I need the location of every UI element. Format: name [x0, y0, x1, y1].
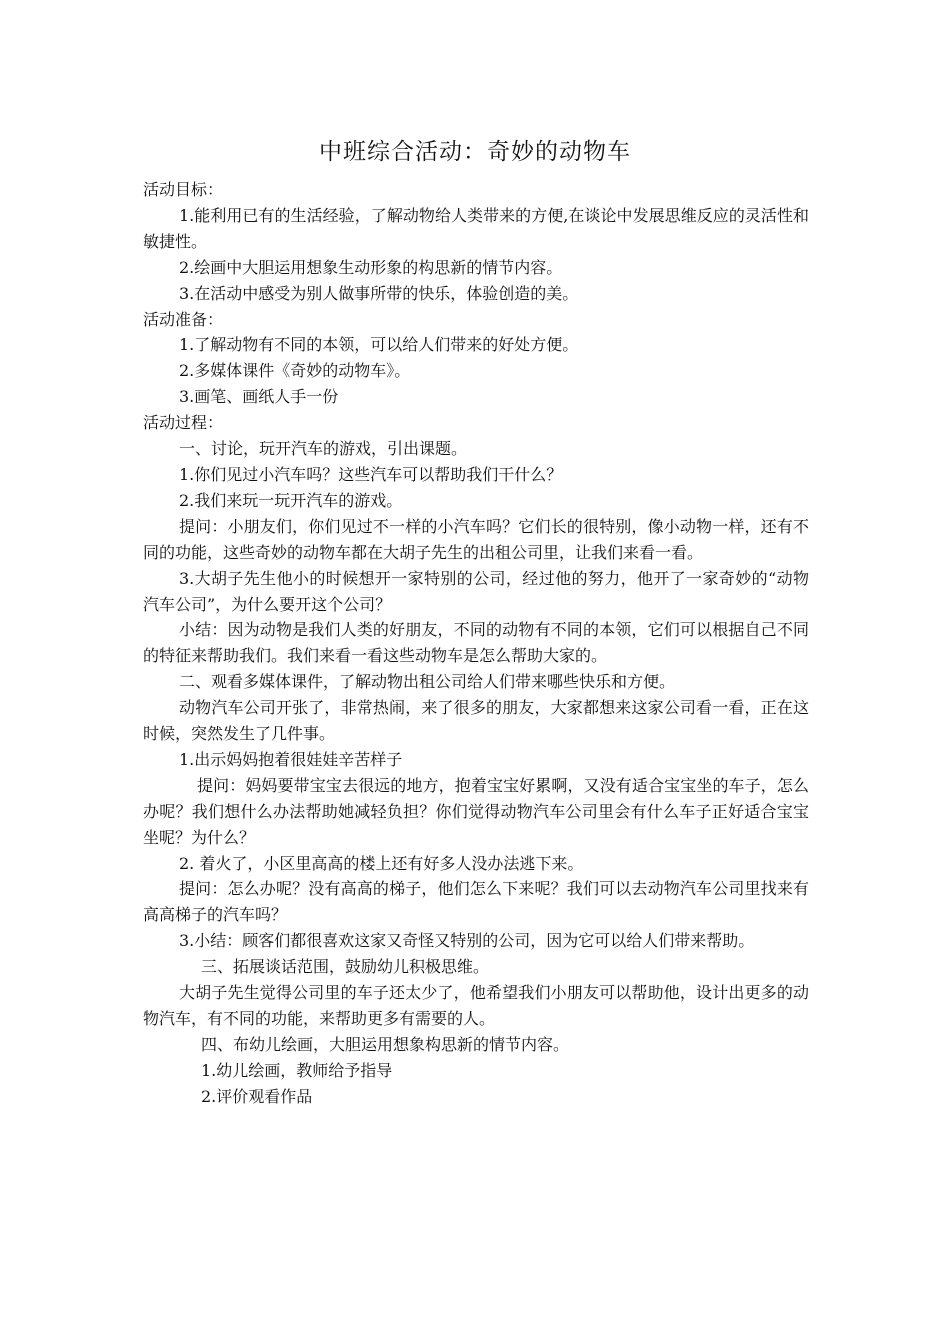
preparation-item: 1.了解动物有不同的本领，可以给人们带来的好处方便。 [179, 335, 579, 355]
document-body [143, 177, 809, 1110]
process-paragraph: 提问：怎么办呢？没有高高的梯子，他们怎么下来呢？我们可以去动物汽车公司里找来有高高梯子的汽车吗？ [143, 879, 809, 925]
process-section-heading: 三、拓展谈话范围，鼓励幼儿积极思维。 [201, 957, 490, 977]
process-paragraph: 1.你们见过小汽车吗？这些汽车可以帮助我们干什么？ [179, 464, 563, 484]
process-paragraph: 2. 着火了，小区里高高的楼上还有好多人没办法逃下来。 [179, 853, 584, 873]
process-section-heading: 二、观看多媒体课件，了解动物出租公司给人们带来哪些快乐和方便。 [179, 672, 676, 692]
goal-item: 2.绘画中大胆运用想象生动形象的构思新的情节内容。 [179, 257, 563, 277]
goal-item: 3.在活动中感受为别人做事所带的快乐，体验创造的美。 [179, 283, 579, 303]
process-paragraph: 2.我们来玩一玩开汽车的游戏。 [179, 490, 403, 510]
preparation-item: 2.多媒体课件《奇妙的动物车》。 [179, 361, 411, 381]
process-paragraph: 提问：小朋友们，你们见过不一样的小汽车吗？它们长的很特别，像小动物一样，还有不同的功能，这些奇妙的动物车都在大胡子先生的出租公司里，让我们来看一看。 [143, 516, 809, 562]
process-paragraph: 3.大胡子先生他小的时候想开一家特别的公司，经过他的努力，他开了一家奇妙的“动物汽车公司”，为什么要开这个公司？ [143, 568, 809, 614]
process-paragraph: 3.小结：顾客们都很喜欢这家又奇怪又特别的公司，因为它可以给人们带来帮助。 [179, 931, 755, 951]
process-paragraph: 2.评价观看作品 [201, 1086, 313, 1106]
process-section-heading: 四、布幼儿绘画，大胆运用想象构思新的情节内容。 [201, 1034, 570, 1054]
process-paragraph: 大胡子先生觉得公司里的车子还太少了，他希望我们小朋友可以帮助他，设计出更多的动物汽车，有不同的功能，来帮助更多有需要的人。 [143, 983, 809, 1028]
goal-item: 1.能利用已有的生活经验，了解动物给人类带来的方便,在谈论中发展思维反应的灵活性和敏捷性。 [143, 205, 809, 251]
process-paragraph: 1.出示妈妈抱着很娃娃辛苦样子 [179, 749, 403, 769]
preparation-heading: 活动准备： [143, 309, 224, 329]
goals-heading: 活动目标： [143, 180, 224, 199]
process-paragraph: 1.幼儿绘画，教师给予指导 [201, 1060, 393, 1080]
process-paragraph: 动物汽车公司开张了，非常热闹，来了很多的朋友，大家都想来这家公司看一看，正在这时候，突然发生了几件事。 [143, 698, 809, 744]
process-paragraph: 小结：因为动物是我们人类的好朋友，不同的动物有不同的本领，它们可以根据自己不同的特征来帮助我们。我们来看一看这些动物车是怎么帮助大家的。 [143, 620, 809, 666]
preparation-item: 3.画笔、画纸人手一份 [179, 387, 339, 407]
process-heading: 活动过程： [143, 413, 224, 433]
document-title: 中班综合活动：奇妙的动物车 [319, 139, 631, 165]
process-paragraph: 提问：妈妈要带宝宝去很远的地方，抱着宝宝好累啊，又没有适合宝宝坐的车子，怎么办呢？我们想什么办法帮助她减轻负担？你们觉得动物汽车公司里会有什么车子正好适合宝宝坐呢？为什么？ [143, 775, 809, 847]
process-section-heading: 一、讨论，玩开汽车的游戏，引出课题。 [179, 439, 468, 459]
